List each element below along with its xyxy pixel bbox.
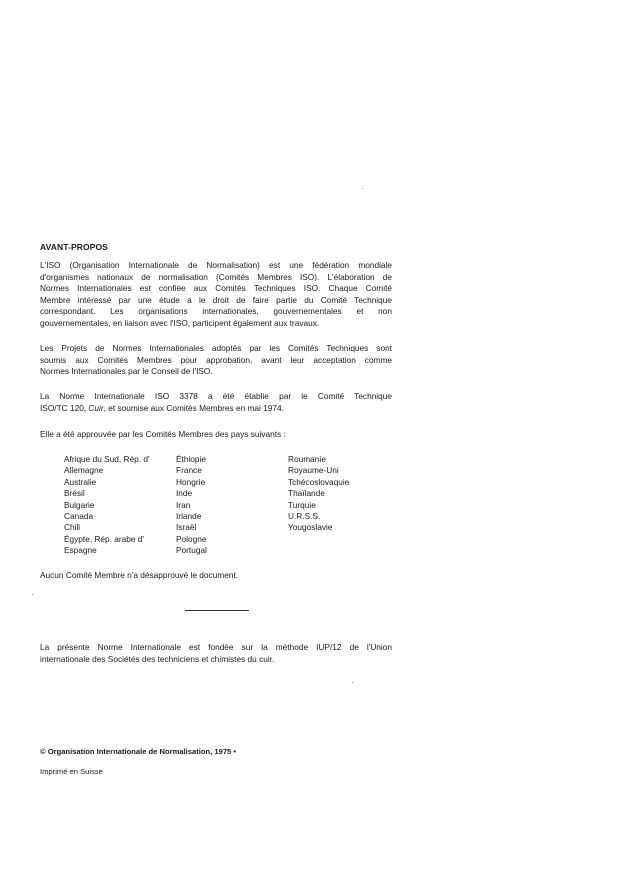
text-line: soumis aux Comités Membres pour approbation, avant leur acceptation comme bbox=[40, 354, 392, 365]
text-line: Normes Internationales est confiée aux Comités Techniques ISO. Chaque Comité bbox=[40, 283, 392, 294]
scan-speck bbox=[362, 188, 363, 189]
country-item: Thaïlande bbox=[288, 488, 325, 499]
text-line: d'organismes nationaux de normalisation (Comités Membres ISO). L'élaboration de bbox=[40, 271, 392, 282]
text-fragment: , et soumise aux Comités Membres en mai 1974. bbox=[103, 402, 284, 413]
country-item: Tchécoslovaquie bbox=[288, 476, 350, 487]
text-line bbox=[40, 403, 392, 415]
country-item: Roumanie bbox=[288, 454, 326, 464]
country-item: Irlande bbox=[176, 511, 202, 522]
country-item: Canada bbox=[64, 511, 94, 522]
text-line: La présente Norme Internationale est fondée sur la méthode IUP/12 de l'Union bbox=[40, 642, 392, 652]
country-item: Iran bbox=[176, 499, 191, 510]
country-item: Yougoslavie bbox=[288, 522, 333, 533]
country-column-2 bbox=[176, 454, 207, 557]
text-line: gouvernementales, en liaison avec l'ISO, participent également aux travaux. bbox=[40, 317, 320, 328]
text-line: Elle a été approuvée par les Comités Membres des pays suivants : bbox=[40, 429, 286, 439]
copyright-notice: © Organisation Internationale de Normalisation, 1975 • bbox=[40, 747, 237, 756]
country-item: Israël bbox=[176, 522, 197, 533]
section-divider bbox=[185, 610, 249, 611]
country-item: Bulgarie bbox=[64, 499, 95, 510]
method-paragraph bbox=[40, 642, 392, 665]
text-line: L'ISO (Organisation Internationale de Normalisation) est une fédération mondiale bbox=[40, 260, 392, 270]
country-item: Turquie bbox=[288, 499, 316, 510]
country-item: U.R.S.S. bbox=[288, 511, 321, 522]
establishment-paragraph bbox=[40, 391, 392, 414]
intro-paragraph bbox=[40, 260, 392, 330]
projects-paragraph bbox=[40, 343, 392, 378]
country-item: Australie bbox=[64, 476, 97, 487]
section-heading: AVANT-PROPOS bbox=[40, 242, 108, 252]
printed-in-note: Imprimé en Suisse bbox=[40, 767, 103, 776]
text-line: Normes Internationales par le Conseil de l'ISO. bbox=[40, 366, 213, 377]
text-line: internationale des Sociétés des techniciens et chimistes du cuir. bbox=[40, 653, 275, 664]
country-column-3 bbox=[288, 454, 349, 534]
country-column-1 bbox=[64, 454, 150, 557]
country-item: Portugal bbox=[176, 545, 207, 556]
country-item: Brésil bbox=[64, 488, 85, 499]
text-line: La Norme Internationale ISO 3378 a été établie par le Comité Technique bbox=[40, 391, 392, 401]
text-line: Les Projets de Normes Internationales adoptés par les Comités Techniques sont bbox=[40, 343, 392, 353]
text-line: correspondant. Les organisations internationales, gouvernementales et non bbox=[40, 306, 392, 317]
country-item: Allemagne bbox=[64, 465, 104, 476]
text-line: Aucun Comité Membre n'a désapprouvé le document. bbox=[40, 570, 239, 580]
country-item: France bbox=[176, 465, 202, 476]
scan-speck bbox=[32, 594, 33, 595]
country-item: Espagne bbox=[64, 545, 97, 556]
country-item: Afrique du Sud, Rép. d' bbox=[64, 454, 150, 464]
country-item: Éthiopie bbox=[176, 454, 206, 464]
country-item: Pologne bbox=[176, 533, 207, 544]
approval-intro bbox=[40, 429, 392, 441]
committee-name: Cuir bbox=[88, 402, 104, 413]
country-item: Inde bbox=[176, 488, 193, 499]
disapproval-note bbox=[40, 570, 392, 582]
scan-speck bbox=[352, 682, 353, 683]
text-fragment: ISO/TC 120, bbox=[40, 402, 89, 413]
country-item: Égypte, Rép. arabe d' bbox=[64, 533, 144, 544]
country-item: Royaume-Uni bbox=[288, 465, 339, 476]
country-item: Chili bbox=[64, 522, 81, 533]
country-item: Hongrie bbox=[176, 476, 206, 487]
text-line: Membre intéressé par une étude a le droit de faire partie du Comité Technique bbox=[40, 294, 392, 305]
